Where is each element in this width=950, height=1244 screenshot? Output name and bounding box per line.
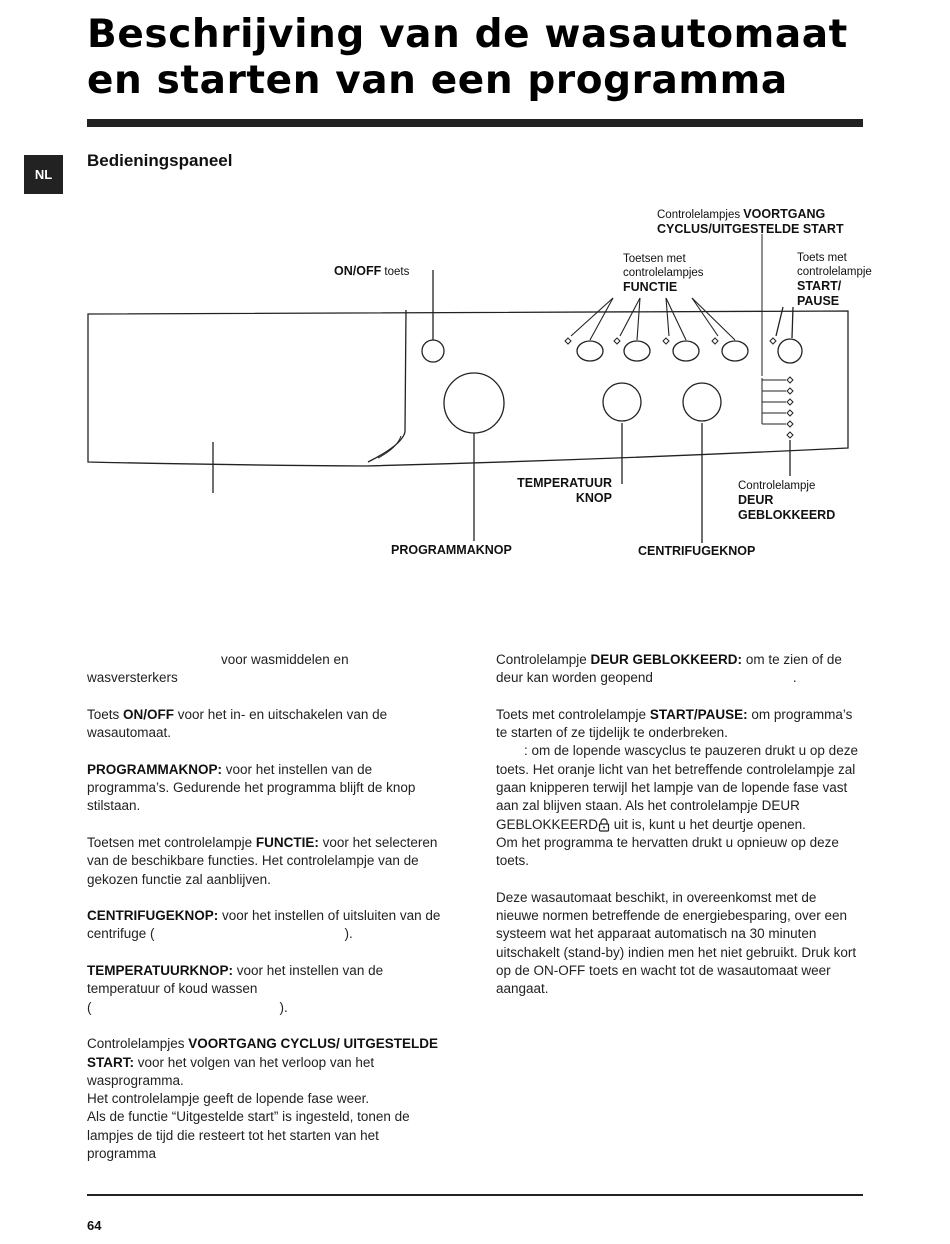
left-p7: Controlelampjes VOORTGANG CYCLUS/ UITGESTELDE START: voor het volgen van het verloop van het wasprogramma. Het controlelampje geeft de lopende fase weer. Als de functie “Uitgestelde start” is ingesteld, tonen de lampjes de tijd die resteert tot het starten van het programma [87, 1036, 439, 1162]
temperature-knob [603, 383, 641, 421]
lock-icon [598, 818, 610, 832]
page-number: 64 [87, 1218, 102, 1233]
function-button-4 [722, 341, 748, 361]
label-door: Controlelampje DEUR GEBLOKKEERD [738, 480, 836, 522]
language-tab: NL [24, 155, 63, 194]
left-p6: TEMPERATUURKNOP: voor het instellen van de temperatuur of koud wassen ( ). [87, 963, 384, 1015]
start-pause-light [770, 338, 776, 344]
label-start-pause: Toets met controlelampje START/ PAUSE [797, 252, 872, 308]
right-p1: Controlelampje DEUR GEBLOKKEERD: om te zien of de deur kan worden geopend . [496, 652, 842, 686]
spin-knob [683, 383, 721, 421]
label-spin: CENTRIFUGEKNOP [638, 544, 756, 558]
start-pause-button [778, 339, 802, 363]
function-button-1 [577, 341, 603, 361]
left-p3: PROGRAMMAKNOP: voor het instellen van de programma’s. Gedurende het programma blijft de knop stilstaan. [87, 761, 416, 814]
left-p4: Toetsen met controlelampje FUNCTIE: voor het selecteren van de beschikbare functies. Het controlelampje van de gekozen functie zal aanblijven. [87, 834, 438, 887]
label-function: Toetsen met controlelampjes FUNCTIE [623, 253, 704, 294]
label-program: PROGRAMMAKNOP [391, 543, 512, 557]
left-p2: Toets ON/OFF voor het in- en uitschakelen van de wasautomaat. [87, 706, 388, 741]
right-p2: Toets met controlelampje START/PAUSE: om programma’s te starten of ze tijdelijk te onderbreken. : om de lopende wascyclus te pauzeren drukt u op deze toets. Het oranje licht van het betreffende controlelampje zal gaan knipperen terwijl het lampje van de lopende fase vast aan zal blijven staan. Als het controlelampje DEUR GEBLOKKEERD uit is, kunt u het deurtje openen. Om het programma te hervatten drukt u opnieuw op deze toets. [496, 706, 858, 869]
section-heading: Bedieningspaneel [87, 151, 233, 170]
left-column [87, 651, 449, 1182]
label-onoff: ON/OFF toets [334, 264, 410, 278]
panel-outline [88, 311, 848, 466]
right-column [496, 651, 862, 1017]
page-title: Beschrijving van de wasautomaat en starten van een programma [87, 12, 848, 103]
drawer-divider [368, 310, 406, 462]
label-progress-lights: Controlelampjes VOORTGANG CYCLUS/UITGESTELDE START [657, 207, 844, 236]
function-pointer-lines [571, 298, 735, 340]
function-button-3 [673, 341, 699, 361]
footer-rule [87, 1194, 863, 1196]
progress-lights [762, 377, 793, 438]
label-temperature: TEMPERATUUR KNOP [517, 476, 612, 505]
left-p1: voor wasmiddelen en wasversterkers [87, 652, 349, 686]
right-p3: Deze wasautomaat beschikt, in overeenkomst met de nieuwe normen betreffende de energiebesparing, over een systeem wat het apparaat automatisch na 30 minuten uitschakelt (stand-by) indien men het niet gebruikt. Druk kort op de ON-OFF toets en wacht tot de wasautomaat weer aangaat. [496, 889, 857, 997]
function-button-2 [624, 341, 650, 361]
onoff-button [422, 340, 444, 362]
left-p5: CENTRIFUGEKNOP: voor het instellen of uitsluiten van de centrifuge ( ). [87, 908, 441, 942]
program-knob [444, 373, 504, 433]
